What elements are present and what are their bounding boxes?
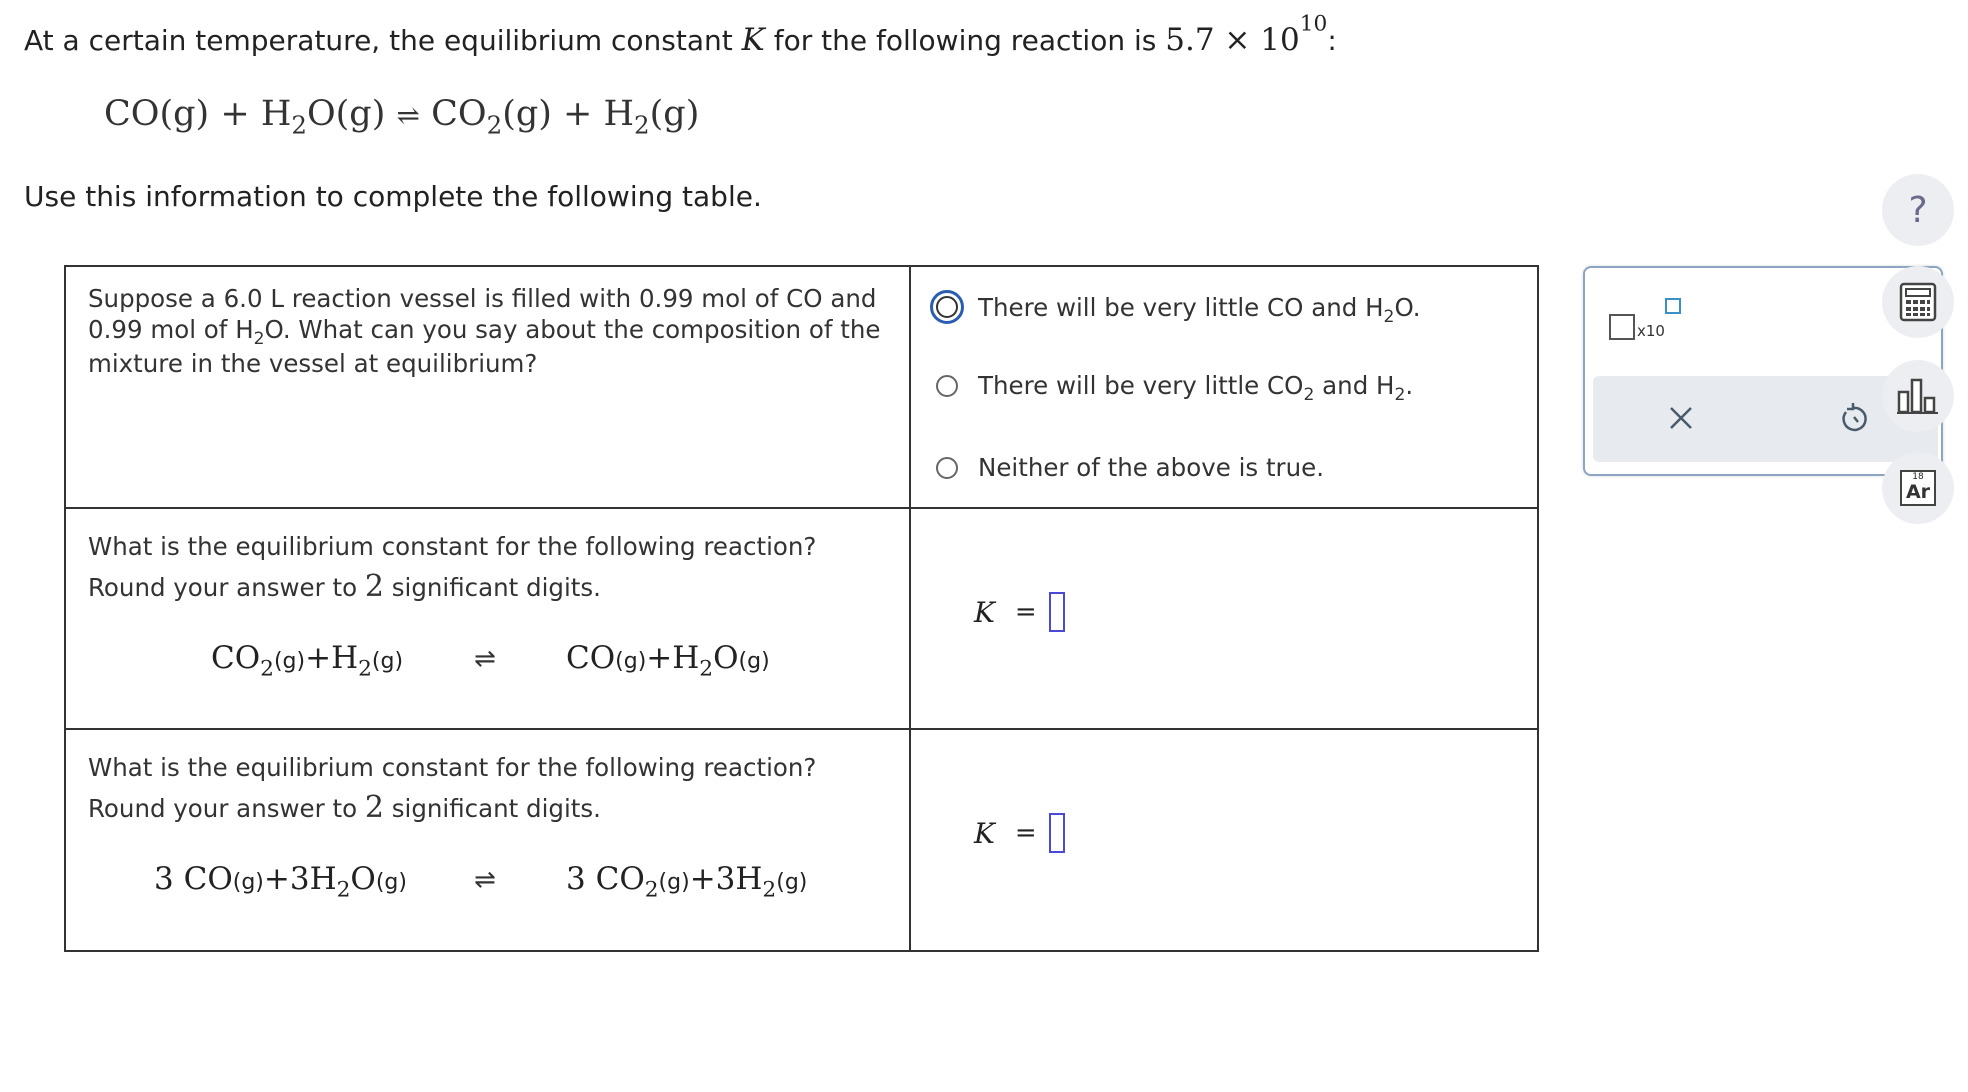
table-divider [909,267,911,950]
k-input-row3[interactable] [1049,813,1065,853]
equilibrium-arrow: ⇌ [396,99,420,132]
calculator-icon [1899,282,1937,322]
calculator-button[interactable] [1882,266,1954,338]
bar-chart-icon [1896,376,1940,416]
exponent-box-icon [1665,298,1681,314]
option-little-co2-h2[interactable]: There will be very little $CO_2$ and $H_2$. [936,371,1413,400]
option-neither[interactable]: Neither of the above is true. [936,453,1324,482]
undo-icon [1837,401,1871,435]
clear-button[interactable] [1659,396,1703,440]
periodic-table-button[interactable] [1882,452,1954,524]
k-symbol: K [741,22,765,58]
box-icon [1609,314,1635,340]
question-mark-icon: ? [1908,189,1928,231]
row3-reactants: 3 $CO(g)+3H_2O(g)$ [154,861,407,903]
data-chart-button[interactable] [1882,360,1954,432]
periodic-table-icon: 18 Ar [1900,470,1936,506]
k-input-row2[interactable] [1049,592,1065,632]
undo-button[interactable] [1832,396,1876,440]
table-divider [66,728,1537,730]
row2-products: $CO(g)+H_2O(g)$ [566,640,770,682]
instruction-text: Use this information to complete the following table. [24,180,762,213]
table-divider [66,507,1537,509]
row3-k-answer: K = [974,813,1065,853]
row3-question: What is the equilibrium constant for the following reaction? Round your answer to 2 significant digits. [88,753,817,825]
row3-products: 3 $CO_2(g)+3H_2(g)$ [566,861,808,903]
scientific-notation-button[interactable]: x10 [1609,298,1689,342]
equilibrium-arrow: ⇌ [474,865,496,895]
row2-reactants: $CO_2(g)+H_2(g)$ [211,640,404,682]
k-value: $5.7 \times 10^{10}$ [1165,11,1328,58]
equilibrium-arrow: ⇌ [474,644,496,674]
row1-question: Suppose a 6.0 L reaction vessel is filled with 0.99 mol of CO and 0.99 mol of $H_2O$. What can you say about the composition of the mixture in the vessel at equilibrium? [88,284,881,378]
radio-button[interactable] [936,375,958,397]
option-little-co-h2o[interactable]: There will be very little CO and $H_2O$. [936,290,1421,324]
radio-button[interactable] [936,457,958,479]
row2-question: What is the equilibrium constant for the following reaction? Round your answer to 2 significant digits. [88,532,817,604]
close-icon [1666,403,1696,433]
main-reaction-equation: $CO(g) + H_2O(g)$ ⇌ $CO_2(g) + H_2(g)$ [104,94,700,140]
question-table [64,265,1539,952]
help-button[interactable] [1882,174,1954,246]
row2-k-answer: K = [974,592,1065,632]
intro-text: At a certain temperature, the equilibrium constant K for the following reaction is $5.7 \times 10^{10}$: [24,11,1337,58]
k-label: K [974,595,995,629]
k-label: K [974,816,995,850]
radio-button[interactable] [930,290,964,324]
